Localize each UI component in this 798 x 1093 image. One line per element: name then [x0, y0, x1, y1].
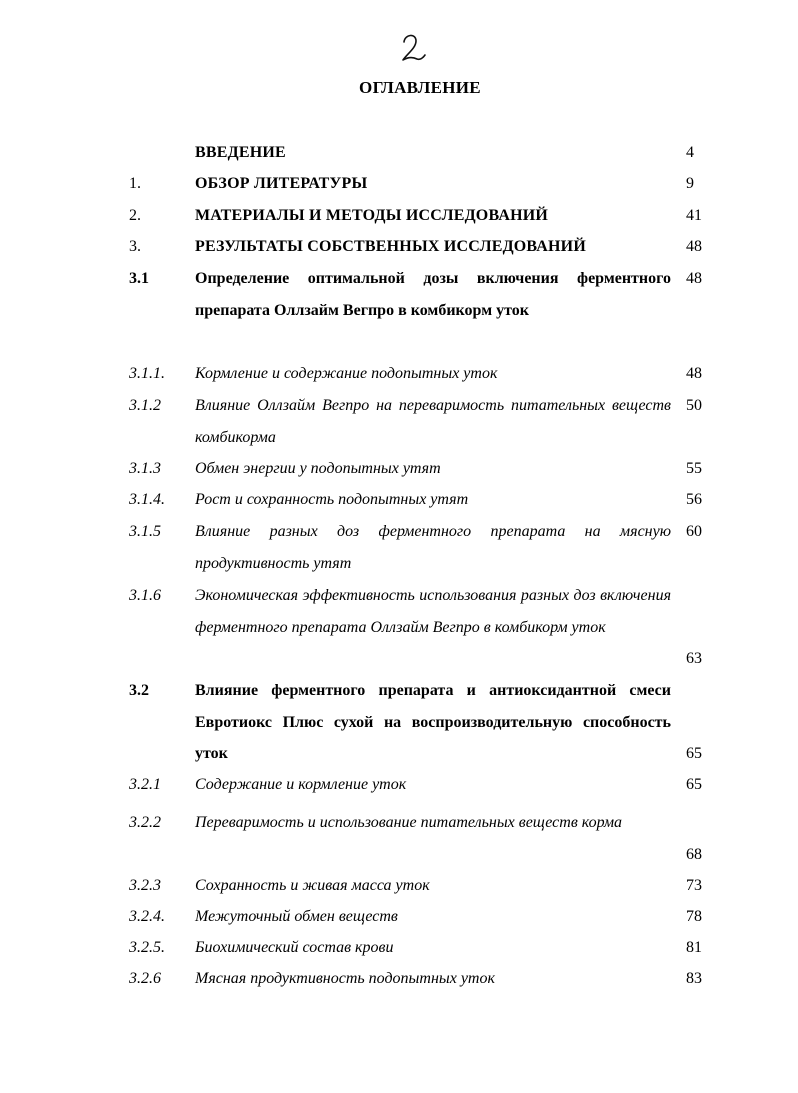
toc-entry-number: 3.: [129, 238, 141, 255]
toc-entry-title: Рост и сохранность подопытных утят: [195, 491, 469, 508]
toc-entry-title: Влияние ферментного препарата и антиоксидантной смеси Евротиокс Плюс сухой на воспроизводительную способность уток: [195, 682, 671, 762]
toc-entry-page: 9: [686, 175, 694, 192]
toc-entry-page: 83: [686, 970, 702, 987]
toc-entry-number: 3.2.3: [129, 877, 161, 894]
toc-entry-title: Экономическая эффективность использования разных доз включения ферментного препарата Оллзайм Вегпро в комбикорм уток: [195, 587, 671, 636]
toc-entry-title: Межуточный обмен веществ: [195, 908, 398, 925]
toc-entry-title: Сохранность и живая масса уток: [195, 877, 430, 894]
toc-entry-number: 3.1.5: [129, 523, 161, 540]
toc-entry-page: 48: [686, 365, 702, 382]
toc-entry-title: Кормление и содержание подопытных уток: [195, 365, 498, 382]
toc-entry-number: 3.1.2: [129, 397, 161, 414]
toc-entry-number: 3.2.4.: [129, 908, 165, 925]
toc-entry-number: 3.2.1: [129, 776, 161, 793]
toc-entry-page: 73: [686, 877, 702, 894]
toc-entry-title: Содержание и кормление уток: [195, 776, 407, 793]
toc-entry-number: 3.1.3: [129, 460, 161, 477]
toc-entry-title: Биохимический состав крови: [195, 939, 394, 956]
toc-entry-page: 55: [686, 460, 702, 477]
toc-entry-title: ВВЕДЕНИЕ: [195, 144, 286, 161]
toc-entry-number: 2.: [129, 207, 141, 224]
toc-entry-number: 3.1.4.: [129, 491, 165, 508]
toc-entry-title: Определение оптимальной дозы включения ферментного препарата Оллзайм Вегпро в комбикорм уток: [195, 270, 671, 319]
toc-entry-number: 3.2.5.: [129, 939, 165, 956]
toc-entry-page: 48: [686, 270, 702, 287]
toc-entry-page: 65: [686, 745, 702, 762]
toc-entry-number: 3.1.1.: [129, 365, 165, 382]
toc-entry-number: 3.2.6: [129, 970, 161, 987]
toc-entry-page: 60: [686, 523, 702, 540]
toc-entry-page: 4: [686, 144, 694, 161]
toc-entry-page: 65: [686, 776, 702, 793]
toc-entry-number: 3.1.6: [129, 587, 161, 604]
toc-entry-number: 1.: [129, 175, 141, 192]
toc-entry-title: Мясная продуктивность подопытных уток: [195, 970, 495, 987]
toc-entry-page: 48: [686, 238, 702, 255]
toc-entry-page: 41: [686, 207, 702, 224]
toc-entry-page: 68: [686, 846, 702, 863]
toc-entry-number: 3.2: [129, 682, 149, 699]
toc-entry-title: МАТЕРИАЛЫ И МЕТОДЫ ИССЛЕДОВАНИЙ: [195, 207, 549, 224]
toc-entry-number: 3.2.2: [129, 814, 161, 831]
toc-entry-title: Обмен энергии у подопытных утят: [195, 460, 441, 477]
toc-entry-page: 63: [686, 650, 702, 667]
toc-entry-page: 56: [686, 491, 702, 508]
toc-entry-title: Переваримость и использование питательных веществ корма: [195, 814, 623, 831]
toc-entry-title: ОБЗОР ЛИТЕРАТУРЫ: [195, 175, 368, 192]
toc-entry-page: 50: [686, 397, 702, 414]
toc-entry-number: 3.1: [129, 270, 149, 287]
toc-entry-page: 81: [686, 939, 702, 956]
toc-entry-title: Влияние Оллзайм Вегпро на переваримость питательных веществ комбикорма: [195, 397, 671, 446]
toc-entry-page: 78: [686, 908, 702, 925]
toc-entry-title: Влияние разных доз ферментного препарата на мясную продуктивность утят: [195, 523, 671, 572]
toc-entry-title: РЕЗУЛЬТАТЫ СОБСТВЕННЫХ ИССЛЕДОВАНИЙ: [195, 238, 586, 255]
document-title: ОГЛАВЛЕНИЕ: [359, 78, 481, 97]
